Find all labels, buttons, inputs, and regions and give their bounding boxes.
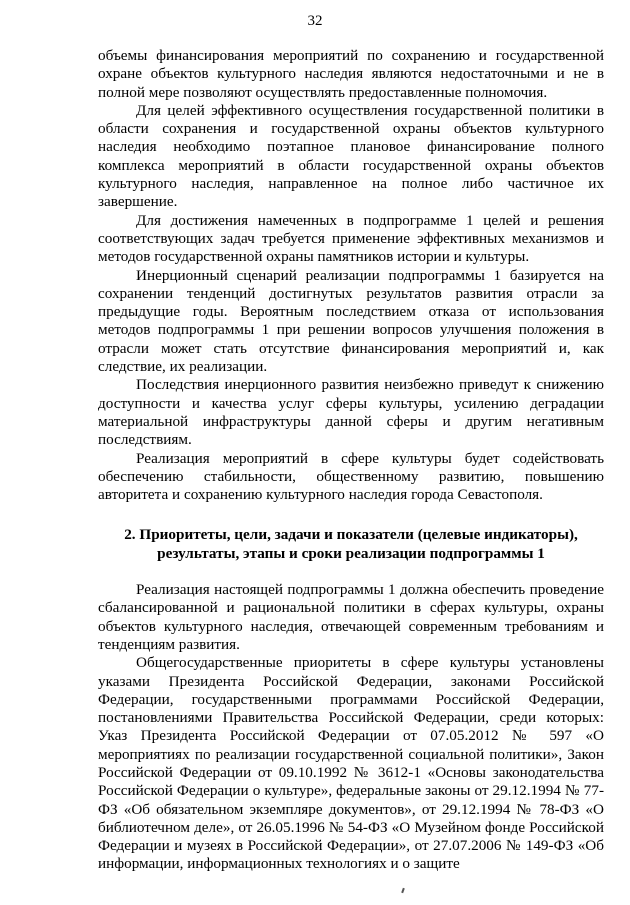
- scan-artifact: [401, 888, 405, 893]
- paragraph: Реализация мероприятий в сфере культуры будет содействовать обеспечению стабильности, общественному развитию, повышению авторитета и сохранению культурного наследия города Севастополя.: [98, 449, 604, 504]
- paragraph: Общегосударственные приоритеты в сфере культуры установлены указами Президента Российской Федерации, законами Российской Федерации, государственными программами Российской Федерации, постановлениями Правительства Российской Федерации, среди которых: Указ Президента Российской Федерации от 07.05.2012 № 597 «О мероприятиях по реализации государственной социальной политики», Закон Российской Федерации от 09.10.1992 № 3612-1 «Основы законодательства Российской Федерации о культуре», федеральные законы от 29.12.1994 № 77-ФЗ «Об обязательном экземпляре документов», от 29.12.1994 № 78-ФЗ «О библиотечном деле», от 26.05.1996 № 54-ФЗ «О Музейном фонде Российской Федерации и музеях в Российской Федерации», от 27.07.2006 № 149-ФЗ «Об информации, информационных технологиях и о защите: [98, 654, 604, 873]
- paragraph: Последствия инерционного развития неизбежно приведут к снижению доступности и качества услуг сферы культуры, усилению деградации материальной инфраструктуры данной сферы и другим негативным последствиям.: [98, 376, 604, 449]
- paragraph: Для целей эффективного осуществления государственной политики в области сохранения и государственной охраны объектов культурного наследия необходимо поэтапное плановое финансирование полного комплекса мероприятий в области государственной охраны объектов культурного наследия, направленное на полное либо частичное их завершение.: [98, 101, 604, 211]
- section-heading-line-1: 2. Приоритеты, цели, задачи и показатели (целевые индикаторы),: [124, 526, 578, 544]
- document-body: [98, 47, 604, 874]
- paragraph: Для достижения намеченных в подпрограмме 1 целей и решения соответствующих задач требуется применение эффективных механизмов и методов государственной охраны памятников истории и культуры.: [98, 211, 604, 266]
- paragraph: объемы финансирования мероприятий по сохранению и государственной охране объектов культурного наследия являются недостаточными и не в полной мере позволяют осуществлять предоставленные полномочия.: [98, 47, 604, 101]
- spacer: [98, 563, 604, 581]
- section-heading-line-2: результаты, этапы и сроки реализации подпрограммы 1: [157, 544, 545, 562]
- page-number: 32: [307, 13, 323, 29]
- paragraph: Инерционный сценарий реализации подпрограммы 1 базируется на сохранении тенденций достигнутых результатов развития отрасли за предыдущие годы. Вероятным последствием отказа от использования методов подпрограммы 1 при решении вопросов улучшения положения в отрасли может стать отсутствие финансирования мероприятий и, как следствие, их реализации.: [98, 266, 604, 376]
- paragraph: Реализация настоящей подпрограммы 1 должна обеспечить проведение сбалансированной и рациональной политики в сферах культуры, охраны объектов культурного наследия, отвечающей современным требованиям и тенденциям развития.: [98, 581, 604, 653]
- spacer: [98, 504, 604, 526]
